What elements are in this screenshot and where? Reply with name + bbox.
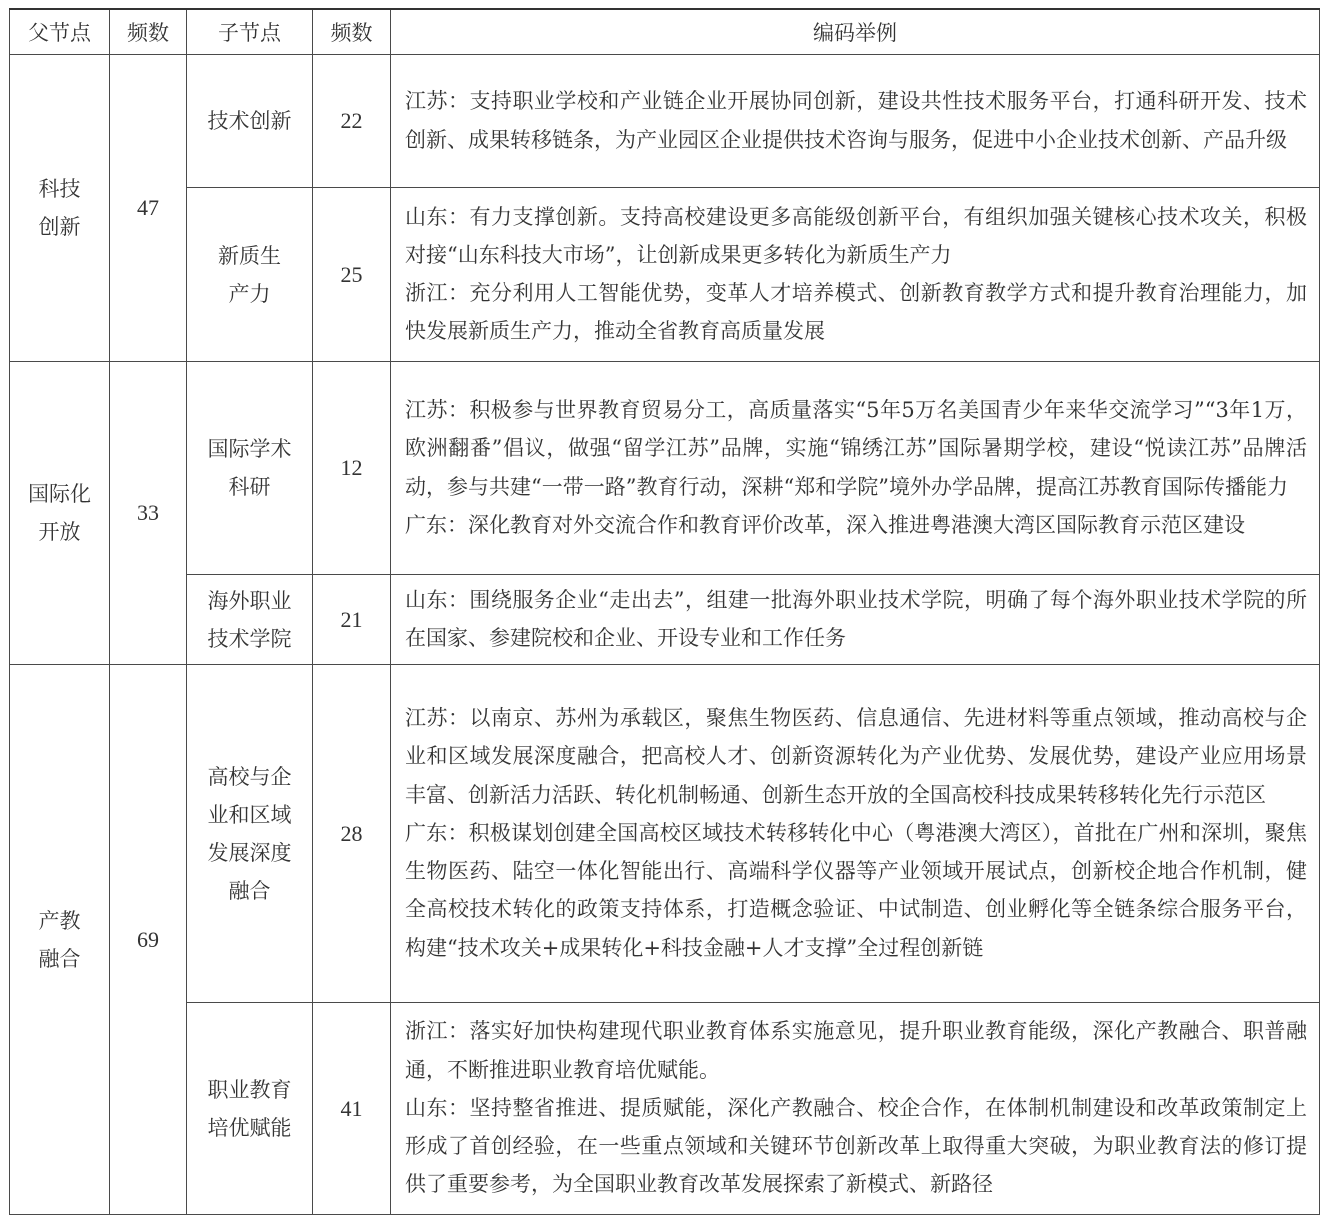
example-paragraph: 浙江：充分利用人工智能优势，变革人才培养模式、创新教育教学方式和提升教育治理能力，加快发展新质生产力，推动全省教育高质量发展 bbox=[405, 281, 1307, 344]
table-row bbox=[10, 55, 1320, 188]
child-frequency-cell: 28 bbox=[313, 665, 391, 1003]
table-row bbox=[10, 575, 1320, 665]
child-frequency-cell: 25 bbox=[313, 188, 391, 362]
example-paragraph: 浙江：落实好加快构建现代职业教育体系实施意见，提升职业教育能级，深化产教融合、职普融通，不断推进职业教育培优赋能。 bbox=[405, 1019, 1307, 1082]
example-paragraph: 山东：围绕服务企业“走出去”，组建一批海外职业技术学院，明确了每个海外职业技术学院的所在国家、参建院校和企业、开设专业和工作任务 bbox=[405, 587, 1307, 650]
example-paragraph: 江苏：积极参与世界教育贸易分工，高质量落实“5年5万名美国青少年来华交流学习”“3年1万，欧洲翻番”倡议，做强“留学江苏”品牌，实施“锦绣江苏”国际暑期学校，建设“悦读江苏”品牌活动，参与共建“一带一路”教育行动，深耕“郑和学院”境外办学品牌，提高江苏教育国际传播能力 bbox=[405, 398, 1307, 499]
coding-table bbox=[9, 8, 1320, 1215]
example-paragraph: 广东：深化教育对外交流合作和教育评价改革，深入推进粤港澳大湾区国际教育示范区建设 bbox=[405, 512, 1245, 537]
table-row bbox=[10, 1003, 1320, 1215]
child-node-cell: 技术创新 bbox=[187, 55, 313, 188]
table-row bbox=[10, 188, 1320, 362]
parent-frequency-cell: 33 bbox=[110, 362, 187, 665]
child-node-cell: 海外职业 技术学院 bbox=[187, 575, 313, 665]
child-node-cell: 国际学术 科研 bbox=[187, 362, 313, 575]
header-parent-frequency: 频数 bbox=[110, 9, 187, 55]
example-paragraph: 江苏：以南京、苏州为承载区，聚焦生物医药、信息通信、先进材料等重点领域，推动高校与企业和区域发展深度融合，把高校人才、创新资源转化为产业优势、发展优势，建设产业应用场景丰富、创新活力活跃、转化机制畅通、创新生态开放的全国高校科技成果转移转化先行示范区 bbox=[405, 706, 1307, 807]
parent-frequency-cell: 69 bbox=[110, 665, 187, 1215]
child-frequency-cell: 21 bbox=[313, 575, 391, 665]
coding-example-cell bbox=[391, 362, 1320, 575]
example-paragraph: 广东：积极谋划创建全国高校区域技术转移转化中心（粤港澳大湾区），首批在广州和深圳，聚焦生物医药、陆空一体化智能出行、高端科学仪器等产业领域开展试点，创新校企地合作机制，健全高校技术转化的政策支持体系，打造概念验证、中试制造、创业孵化等全链条综合服务平台，构建“技术攻关+成果转化+科技金融+人才支撑”全过程创新链 bbox=[405, 820, 1307, 960]
coding-example-cell bbox=[391, 55, 1320, 188]
example-paragraph: 山东：有力支撑创新。支持高校建设更多高能级创新平台，有组织加强关键核心技术攻关，积极对接“山东科技大市场”，让创新成果更多转化为新质生产力 bbox=[405, 204, 1307, 267]
parent-node-cell: 国际化 开放 bbox=[10, 362, 110, 665]
parent-node-label: 科技 创新 bbox=[38, 177, 81, 239]
table-row bbox=[10, 665, 1320, 1003]
child-frequency-cell: 12 bbox=[313, 362, 391, 575]
example-paragraph: 江苏：支持职业学校和产业链企业开展协同创新，建设共性技术服务平台，打通科研开发、技术创新、成果转移链条，为产业园区企业提供技术咨询与服务，促进中小企业技术创新、产品升级 bbox=[405, 89, 1307, 152]
header-coding-examples: 编码举例 bbox=[391, 9, 1320, 55]
coding-example-cell bbox=[391, 1003, 1320, 1215]
child-node-cell: 新质生 产力 bbox=[187, 188, 313, 362]
coding-example-cell bbox=[391, 575, 1320, 665]
coding-example-cell bbox=[391, 665, 1320, 1003]
header-child-node: 子节点 bbox=[187, 9, 313, 55]
child-frequency-cell: 22 bbox=[313, 55, 391, 188]
table-row bbox=[10, 362, 1320, 575]
parent-frequency-cell: 47 bbox=[110, 55, 187, 362]
child-node-cell: 高校与企 业和区域 发展深度 融合 bbox=[187, 665, 313, 1003]
example-paragraph: 山东：坚持整省推进、提质赋能，深化产教融合、校企合作，在体制机制建设和改革政策制定上形成了首创经验，在一些重点领域和关键环节创新改革上取得重大突破，为职业教育法的修订提供了重要参考，为全国职业教育改革发展探索了新模式、新路径 bbox=[405, 1095, 1307, 1197]
parent-node-cell bbox=[10, 55, 110, 362]
header-child-frequency: 频数 bbox=[313, 9, 391, 55]
coding-table-container bbox=[9, 8, 1319, 1215]
parent-node-cell: 产教 融合 bbox=[10, 665, 110, 1215]
coding-example-cell bbox=[391, 188, 1320, 362]
header-parent-node: 父节点 bbox=[10, 9, 110, 55]
child-node-cell: 职业教育 培优赋能 bbox=[187, 1003, 313, 1215]
header-row bbox=[10, 9, 1320, 55]
child-frequency-cell: 41 bbox=[313, 1003, 391, 1215]
